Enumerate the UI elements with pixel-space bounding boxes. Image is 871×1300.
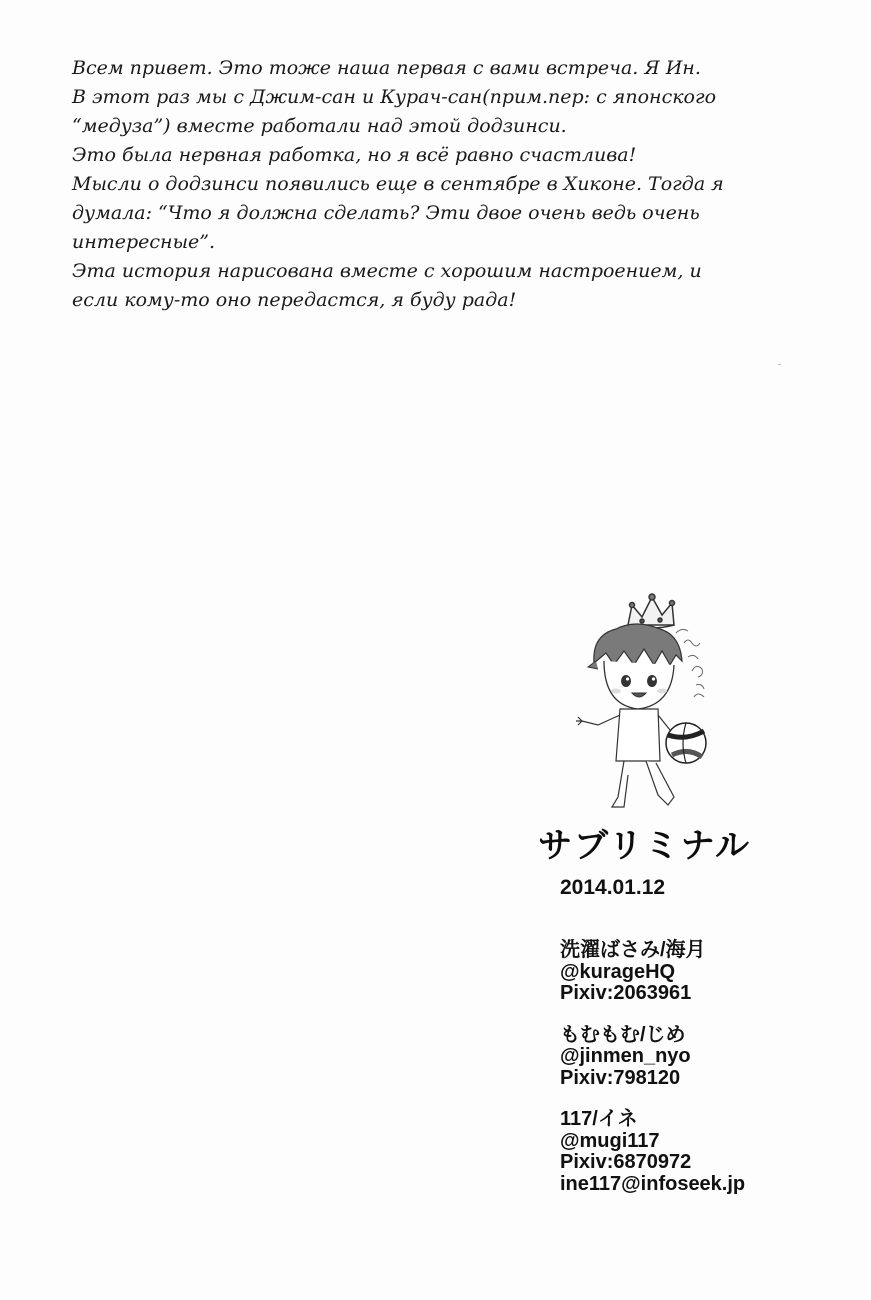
credits-list: [560, 940, 745, 1215]
credit-twitter: @mugi117: [560, 1129, 660, 1152]
credit-block: [560, 1109, 745, 1195]
circle-title: サブリミナル: [538, 826, 751, 866]
note-line: интересные”.: [72, 231, 216, 253]
body-icon: [576, 709, 674, 807]
credit-block: [560, 1025, 745, 1090]
credit-author: 117/イネ: [560, 1108, 638, 1130]
signature-doodle-icon: [676, 629, 704, 697]
note-line: Это была нервная работка, но я всё равно счастлива!: [72, 144, 637, 166]
credit-author: 洗濯ばさみ/海月: [560, 939, 706, 961]
note-line: Всем привет. Это тоже наша первая с вами встреча. Я Ин.: [72, 57, 701, 79]
credit-twitter: @kurageHQ: [560, 960, 676, 983]
note-line: думала: “Что я должна сделать? Эти двое очень ведь очень: [72, 202, 700, 224]
chibi-character-with-crown-and-volleyball-icon: [576, 585, 736, 815]
credit-twitter: @jinmen_nyo: [560, 1045, 691, 1067]
credit-author: もむもむ/じめ: [560, 1023, 686, 1046]
credit-block: [560, 940, 745, 1005]
publication-date: 2014.01.12: [560, 876, 666, 899]
crown-icon: [628, 594, 675, 628]
credit-pixiv: Pixiv:6870972: [560, 1151, 692, 1173]
afterword-note: [72, 54, 732, 315]
scan-mark: [778, 364, 781, 365]
note-line: “медуза”) вместе работали над этой додзинси.: [72, 115, 567, 137]
hair-icon: [588, 624, 682, 669]
volleyball-icon: [666, 723, 706, 763]
note-line: Мысли о додзинси появились еще в сентябре в Хиконе. Тогда я: [72, 173, 724, 195]
note-line: если кому-то оно передастся, я буду рада!: [72, 289, 517, 311]
credit-pixiv: Pixiv:2063961: [560, 982, 692, 1004]
face-icon: [604, 661, 674, 709]
note-line: Эта история нарисована вместе с хорошим настроением, и: [72, 260, 702, 282]
credit-pixiv: Pixiv:798120: [560, 1066, 681, 1089]
note-line: В этот раз мы с Джим-сан и Курач-сан(прим.пер: с японского: [72, 86, 717, 108]
credit-email: ine117@infoseek.jp: [560, 1172, 746, 1195]
